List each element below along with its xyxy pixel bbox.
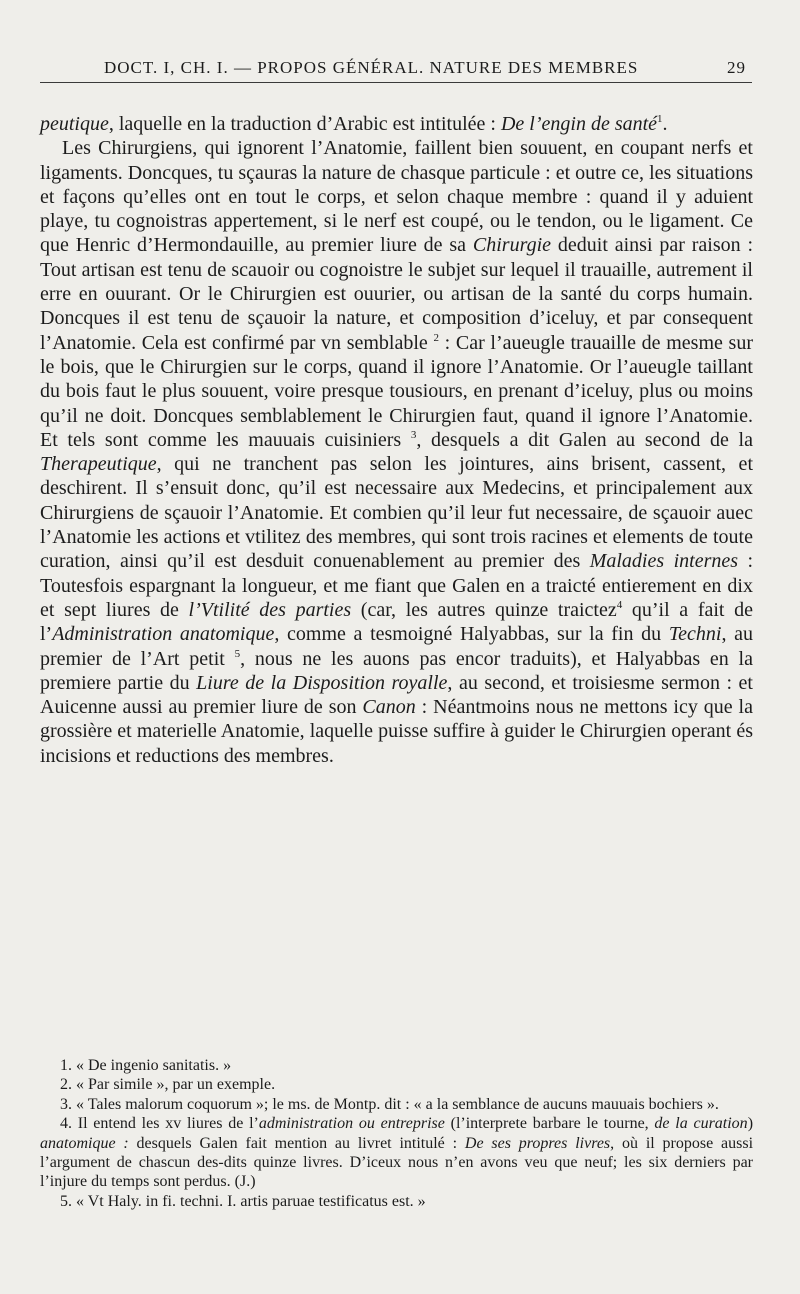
text-run: : Toutesfois espargnant la longueur, et me fiant que Galen en a traicté entierement en dix et sept liures de xyxy=(40,550,754,621)
italic-text: De ses propres livres xyxy=(464,1134,611,1152)
text-run: , nous ne les auons pas encor traduits), et Halyabbas en la premiere partie du xyxy=(40,647,753,694)
italic-text: De l’engin de santé xyxy=(500,113,658,135)
text-run: : Néantmoins nous ne mettons icy que la grossière et materielle Anatomie, laquelle puisse suffire à guider le Chirurgien operant és incisions et reductions des membres. xyxy=(40,696,753,767)
text-run: ) xyxy=(747,1115,754,1133)
italic-text: l’Vtilité des parties xyxy=(188,598,352,621)
text-run: , où il propose aussi l’argument de chascun des-dits quinze livres. D’iceux nous n’en avons veu que neuf; les six derniers par l’injure du temps sont perdus. (J.) xyxy=(40,1134,754,1191)
italic-text: de la curation xyxy=(654,1115,748,1133)
italic-text: Techni xyxy=(668,623,722,646)
text-run: 1. « De ingenio sanitatis. » xyxy=(60,1057,232,1074)
text-run: , qui ne tranchent pas selon les jointures, ains brisent, cassent, et deschirent. Il s’ensuit donc, qu’il est necessaire aux Medecins, et principalement aux Chirurgiens de sçauoir l’Anatomie. Et combien qu’il leur fut necessaire, de sçauoir auec l’Anatomie les actions et vtilitez des membres, qui sont trois racines et elements de toute curation, ainsi qu’il est desduit conuenablement au premier des xyxy=(40,453,753,573)
italic-text: administration ou entreprise xyxy=(258,1115,445,1133)
paragraph xyxy=(40,136,753,768)
italic-text: anatomique : xyxy=(40,1134,129,1152)
text-run: 3. « Tales malorum coquorum »; le ms. de Montp. dit : « a la semblance de aucuns mauuais bochiers ». xyxy=(60,1095,719,1113)
footnote xyxy=(40,1075,753,1094)
text-run: . xyxy=(662,113,668,135)
footnotes xyxy=(40,1056,753,1211)
text-run: (l’interprete barbare le tourne, xyxy=(444,1115,655,1133)
footnote-ref: 4 xyxy=(616,598,623,611)
running-title: DOCT. I, CH. I. — PROPOS GÉNÉRAL. NATURE DES MEMBRES xyxy=(104,58,639,77)
text-run: , desquels a dit Galen au second de la xyxy=(416,428,753,451)
text-run: , au premier de l’Art petit xyxy=(40,623,753,670)
italic-text: Maladies internes xyxy=(589,550,739,573)
footnote xyxy=(40,1114,753,1192)
italic-text: Chirurgie xyxy=(472,234,552,257)
text-run: desquels Galen fait mention au livret intitulé : xyxy=(128,1134,465,1152)
text-run: (car, les autres quinze traictez xyxy=(351,598,617,621)
footnote-ref: 2 xyxy=(433,331,439,344)
footnote-ref: 5 xyxy=(234,647,241,660)
italic-text: Administration anatomique xyxy=(52,623,275,646)
footnote xyxy=(40,1095,753,1114)
text-run: 5. « Vt Haly. in fi. techni. I. artis paruae testificatus est. » xyxy=(60,1192,426,1210)
paragraph xyxy=(40,112,753,136)
text-run: qu’il a fait de l’ xyxy=(40,598,753,646)
footnote-ref: 3 xyxy=(410,428,417,441)
text-run: , comme a tesmoigné Halyabbas, sur la fin du xyxy=(274,623,669,646)
page-number: 29 xyxy=(727,58,746,77)
text-run: Les Chirurgiens, qui ignorent l’Anatomie, faillent bien souuent, en coupant nerfs et ligaments. Doncques, tu sçauras la nature de chasque particule : et outre ce, les situations et façons qu’elles ont en tout le corps, et selon chaque membre : quand il y aduient playe, tu cognoistras appertement, si le nerf est coupé, ou le tendon, ou le ligament. Ce que Henric d’Hermondauille, au premier liure de sa xyxy=(40,137,753,257)
italic-text: peutique xyxy=(40,113,109,135)
text-run: 2. « Par simile », par un exemple. xyxy=(60,1076,276,1094)
footnote-ref: 1 xyxy=(657,113,663,125)
text-run: , au second, et troisiesme sermon : et Auicenne aussi au premier liure de son xyxy=(40,671,753,719)
text-run: , laquelle en la traduction d’Arabic est intitulée : xyxy=(108,113,501,135)
italic-text: Therapeutique xyxy=(40,453,157,476)
italic-text: Canon xyxy=(362,696,416,719)
main-text xyxy=(40,112,753,768)
footnote xyxy=(40,1056,753,1075)
text-run: : Car l’aueugle trauaille de mesme sur le bois, que le Chirurgien sur le corps, quand il ignore l’Anatomie. Or l’aueugle taillant du bois faut le plus souuent, voire presque tousiours, en prenant d’iceluy, plus ou moins qu’il ne doit. Doncques semblablement le Chirurgien faut, quand il ignore l’Anatomie. Et tels sont comme les mauuais cuisiniers xyxy=(40,331,753,451)
footnote xyxy=(40,1192,753,1211)
running-header xyxy=(40,56,752,83)
italic-text: Liure de la Disposition royalle xyxy=(196,671,448,694)
text-run: deduit ainsi par raison : Tout artisan est tenu de scauoir ou cognoistre le subjet sur lequel il trauaille, autrement il erre en ouurant. Or le Chirurgien est ouurier, ou artisan de la santé du corps humain. Doncques il est tenu de sçauoir la nature, et composition d’iceluy, et par consequent l’Anatomie. Cela est confirmé par vn semblable xyxy=(40,234,754,354)
text-run: 4. Il entend les xv liures de l’ xyxy=(60,1115,259,1133)
